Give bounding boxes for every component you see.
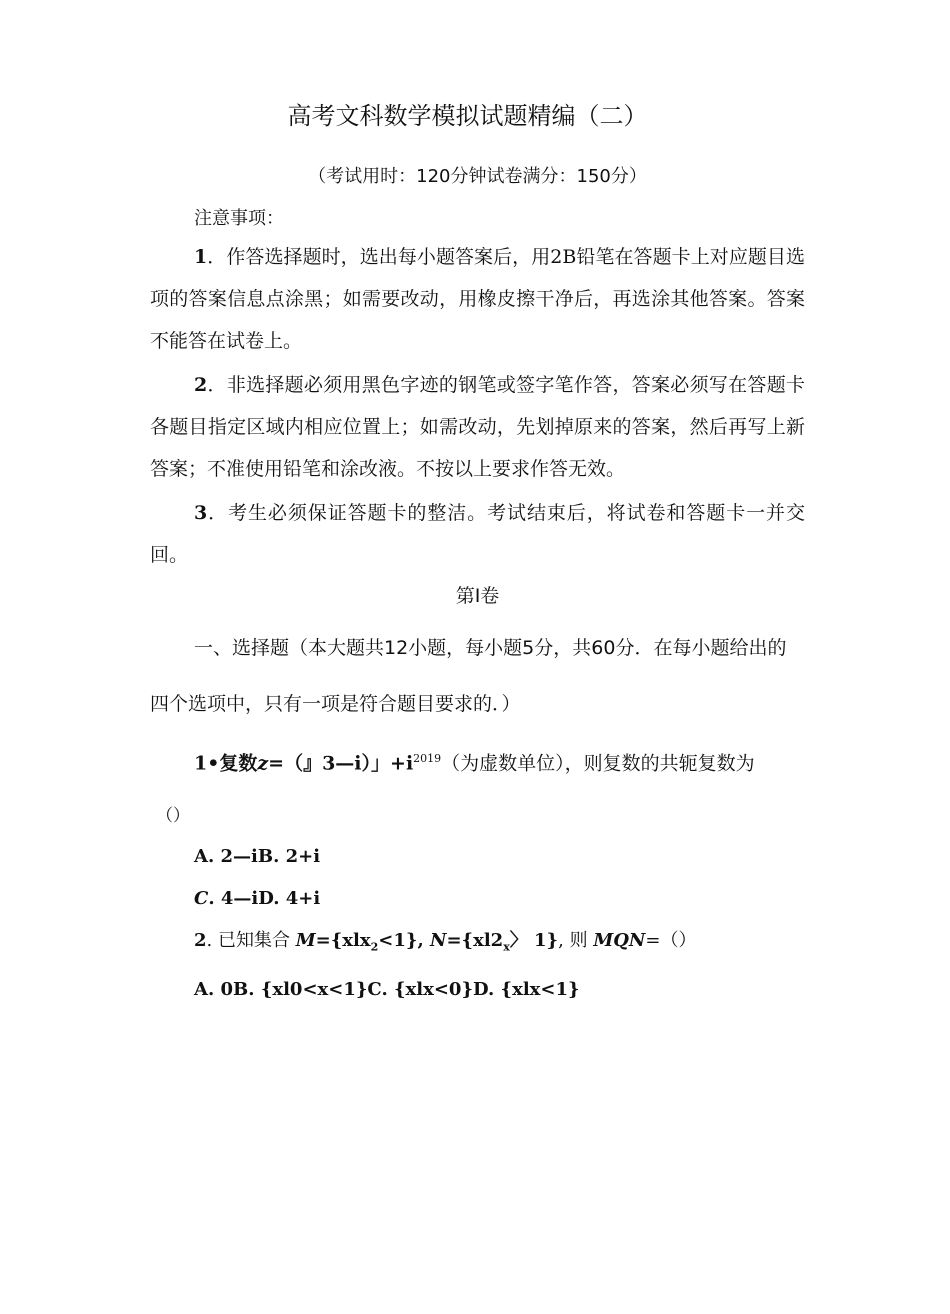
q2-expression: MQN [593,930,646,952]
notice-item-number: 2 [194,374,208,396]
q1-suffix: （为虚数单位），则复数的共轭复数为 [441,752,755,775]
q2-set2b: 〉 1} [509,930,559,952]
question-1 [150,738,805,784]
q2-tail: =（） [645,930,697,952]
q2-set-n: N [429,930,447,952]
q1-prefix: 1•复数 [194,752,258,775]
exam-page [150,96,805,1011]
q2-set2: ={xl2 [446,930,504,952]
q1-answer-blank: （） [156,806,190,827]
q1-z: z [257,752,269,775]
notice-item-text: ．非选择题必须用黑色字迹的钢笔或签字笔作答，答案必须写在答题卡各题目指定区域内相应位置上；如需改动，先划掉原来的答案，然后再写上新答案；不准使用铅笔和涂改液。不按以上要求作答无效。 [150,374,805,480]
notice-item-number: 3 [194,502,208,524]
question-2 [150,920,805,969]
notice-item [150,364,805,490]
q2-text2: , 则 [558,930,594,952]
notice-item-number: 1 [194,246,208,268]
part-heading: 一、选择题（本大题共12小题，每小题5分，共60分．在每小题给出的四个选项中，只有一项是符合题目要求的．） [150,637,787,715]
q2-text1: . 已知集合 [206,930,296,952]
q1-mid: =（』3—i）」+i [268,752,414,775]
q1-options-cd-rest: . 4—iD. 4+i [208,888,321,910]
q2-options: A. 0B. {xl0<x<1}C. {xlx<0}D. {xlx<1} [194,978,580,1000]
q2-set1b: <1}, [378,930,430,952]
q2-sub2: x [503,940,510,954]
q1-option-c: C [194,888,209,910]
q2-number: 2 [194,930,207,952]
notice-item-text: ．作答选择题时，选出每小题答案后，用2B铅笔在答题卡上对应题目选项的答案信息点涂黑；如需要改动，用橡皮擦干净后，再选涂其他答案。答案不能答在试卷上。 [150,246,805,352]
q1-options-ab: A. 2—iB. 2+i [194,846,321,868]
q2-sub1: 2 [370,940,379,954]
notice-item [150,236,805,362]
notice-item-text: ．考生必须保证答题卡的整洁。考试结束后，将试卷和答题卡一并交回。 [150,502,805,566]
exam-title: 高考文科数学模拟试题精编（二） [287,102,648,130]
notice-item [150,492,805,576]
notice-heading: 注意事项： [194,208,284,229]
exam-subtitle: （考试用时：120分钟试卷满分：150分） [308,166,647,187]
section-title: 第Ⅰ卷 [455,585,500,607]
q2-set-m: M [295,930,316,952]
q2-set1: ={xlx [315,930,371,952]
q1-options-cd [150,878,805,920]
q1-exponent: 2019 [413,752,442,765]
